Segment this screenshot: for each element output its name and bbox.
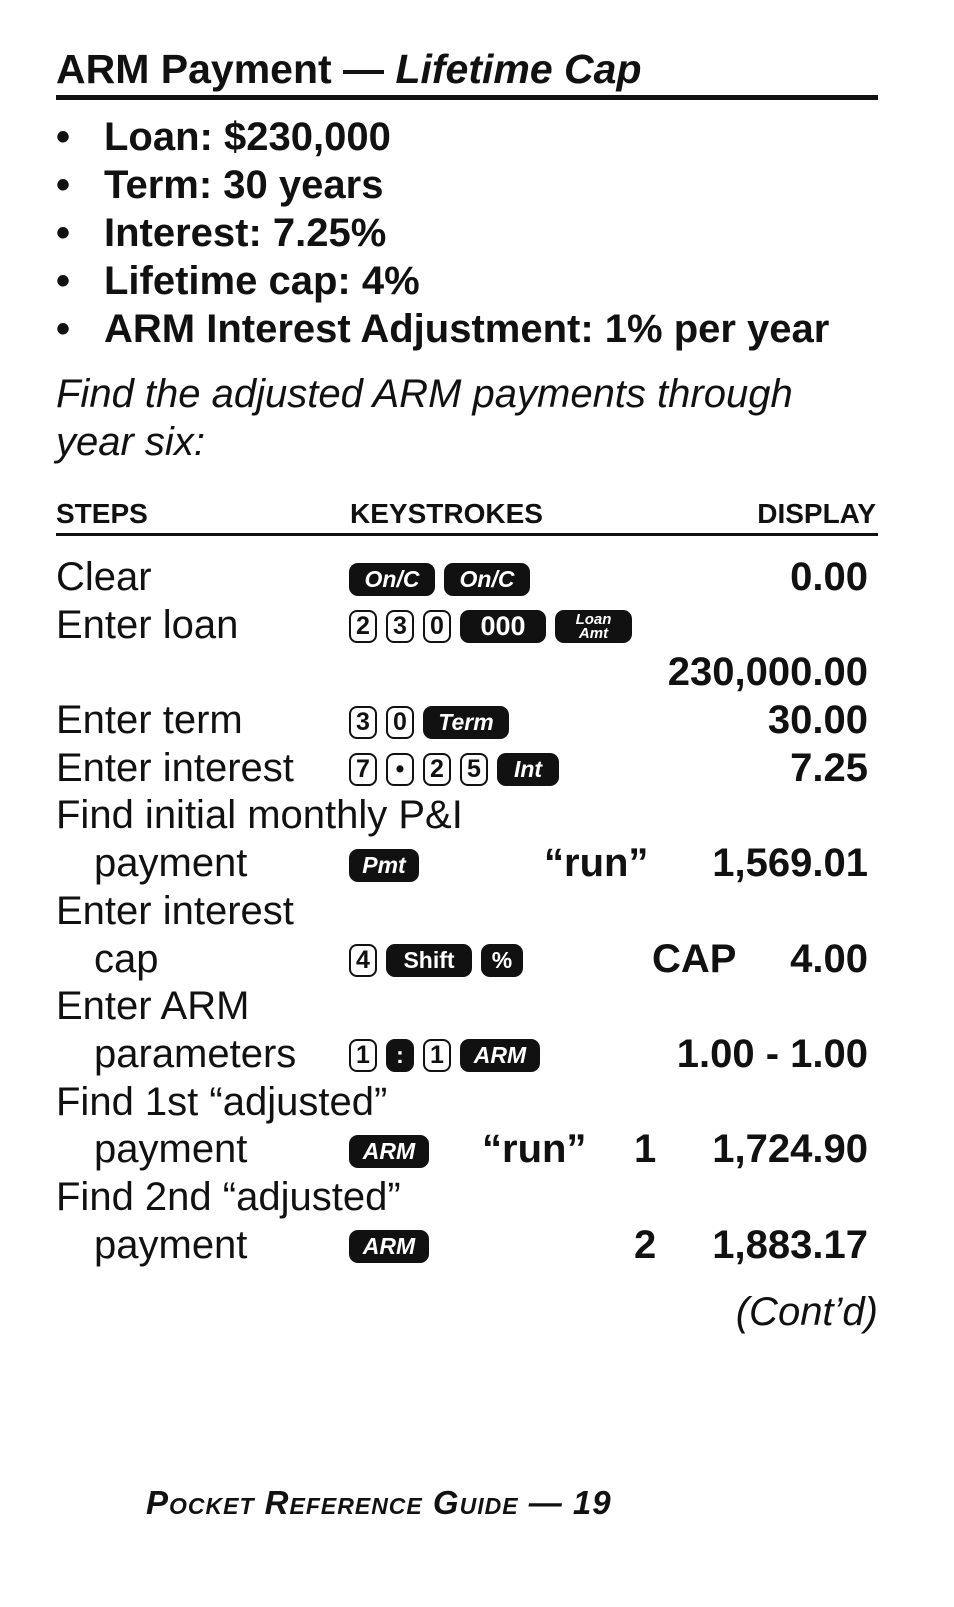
column-headers: [56, 494, 878, 536]
period-number: 1: [634, 1127, 657, 1172]
page-title: [56, 40, 878, 100]
display-value: 0.00: [790, 555, 868, 599]
key-term: Term: [423, 706, 509, 739]
keystrokes: [349, 610, 632, 644]
run-indicator: “run”: [482, 1127, 587, 1172]
step-row: [56, 554, 878, 602]
title-main: ARM Payment —: [56, 46, 396, 92]
display-value: 1.00 - 1.00: [676, 1031, 868, 1076]
key-digit: 5: [460, 753, 488, 786]
step-label: Find 1st “adjusted”: [56, 1079, 388, 1124]
display-value: 230,000.00: [667, 650, 868, 695]
step-row: [56, 697, 878, 745]
manual-page: [56, 0, 878, 1607]
key-shift: Shift: [386, 944, 472, 977]
step-label: Find initial monthly P&I: [56, 793, 463, 838]
key-digit: 7: [349, 753, 377, 786]
key-int: Int: [497, 753, 559, 786]
key-digit: 3: [349, 706, 377, 739]
bullet: •: [56, 163, 71, 207]
display-value: 1,724.90: [712, 1127, 868, 1172]
step-row: [56, 1079, 878, 1127]
keystrokes: [349, 1134, 429, 1168]
display-value: 30.00: [767, 698, 868, 743]
key-percent: %: [481, 944, 523, 977]
key-decimal: •: [386, 753, 414, 786]
fact-item: • Interest: 7.25%: [56, 211, 387, 255]
fact-item: • Lifetime cap: 4%: [56, 259, 420, 303]
keystrokes: [349, 944, 523, 978]
key-on-c: On/C: [349, 563, 435, 596]
key-digit: 2: [349, 610, 377, 643]
key-digit: 2: [423, 753, 451, 786]
step-row: [56, 649, 878, 697]
key-digit: 1: [423, 1039, 451, 1072]
fact-item: • ARM Interest Adjustment: 1% per year: [56, 307, 830, 351]
key-arm: ARM: [349, 1135, 429, 1168]
step-row: [56, 888, 878, 936]
key-digit: 4: [349, 944, 377, 977]
keystrokes: [349, 1039, 540, 1073]
key-digit: 3: [386, 610, 414, 643]
key-digit: 0: [423, 610, 451, 643]
bullet: •: [56, 211, 71, 255]
display-tag: CAP: [652, 936, 737, 981]
step-row: [56, 745, 878, 793]
display-value: 1,569.01: [712, 841, 868, 886]
keystrokes: [349, 705, 509, 739]
continued-note: (Cont’d): [735, 1290, 878, 1334]
key-loan-amt: Loan Amt: [555, 610, 632, 643]
step-row: [56, 840, 878, 888]
step-label: Enter interest: [56, 888, 294, 933]
title-subtitle: Lifetime Cap: [395, 46, 642, 92]
step-label: Find 2nd “adjusted”: [56, 1174, 401, 1219]
keystrokes: [349, 1230, 429, 1264]
step-row: [56, 792, 878, 840]
step-label: payment: [94, 841, 248, 886]
steps-table: [56, 554, 878, 1269]
keystrokes: [349, 562, 530, 596]
header-steps: STEPS: [56, 498, 148, 529]
key-colon: :: [386, 1039, 414, 1072]
step-label: Enter ARM: [56, 984, 250, 1029]
key-arm: ARM: [460, 1039, 540, 1072]
problem-facts: [56, 113, 878, 353]
step-row: [56, 1222, 878, 1270]
step-label: cap: [94, 936, 159, 981]
step-row: [56, 1174, 878, 1222]
step-label: parameters: [94, 1031, 297, 1076]
page-footer: Pocket Reference Guide — 19: [146, 1484, 612, 1521]
step-row: [56, 1031, 878, 1079]
bullet: •: [56, 307, 71, 351]
instruction-text: Find the adjusted ARM payments through year six:: [56, 372, 793, 464]
key-arm: ARM: [349, 1230, 429, 1263]
key-pmt: Pmt: [349, 849, 419, 882]
period-number: 2: [634, 1222, 657, 1267]
step-label: payment: [94, 1127, 248, 1172]
step-row: [56, 936, 878, 984]
display-value: 4.00: [790, 936, 868, 981]
step-row: [56, 983, 878, 1031]
step-label: payment: [94, 1222, 248, 1267]
bullet: •: [56, 259, 71, 303]
step-label: Enter interest: [56, 745, 294, 790]
display-value: 1,883.17: [712, 1222, 868, 1267]
fact-item: • Loan: $230,000: [56, 115, 391, 159]
key-000: 000: [460, 610, 546, 643]
step-label: Enter loan: [56, 602, 239, 647]
key-digit: 0: [386, 706, 414, 739]
keystrokes: [349, 753, 559, 787]
run-indicator: “run”: [544, 841, 649, 886]
step-label: Clear: [56, 555, 152, 599]
keystrokes: [349, 848, 419, 882]
display-value: 7.25: [790, 745, 868, 790]
header-keystrokes: KEYSTROKES: [350, 498, 543, 529]
step-row: [56, 602, 878, 650]
key-on-c: On/C: [444, 563, 530, 596]
header-display: DISPLAY: [757, 498, 876, 529]
step-label: Enter term: [56, 698, 243, 743]
fact-item: • Term: 30 years: [56, 163, 384, 207]
bullet: •: [56, 115, 71, 159]
step-row: [56, 1126, 878, 1174]
key-digit: 1: [349, 1039, 377, 1072]
